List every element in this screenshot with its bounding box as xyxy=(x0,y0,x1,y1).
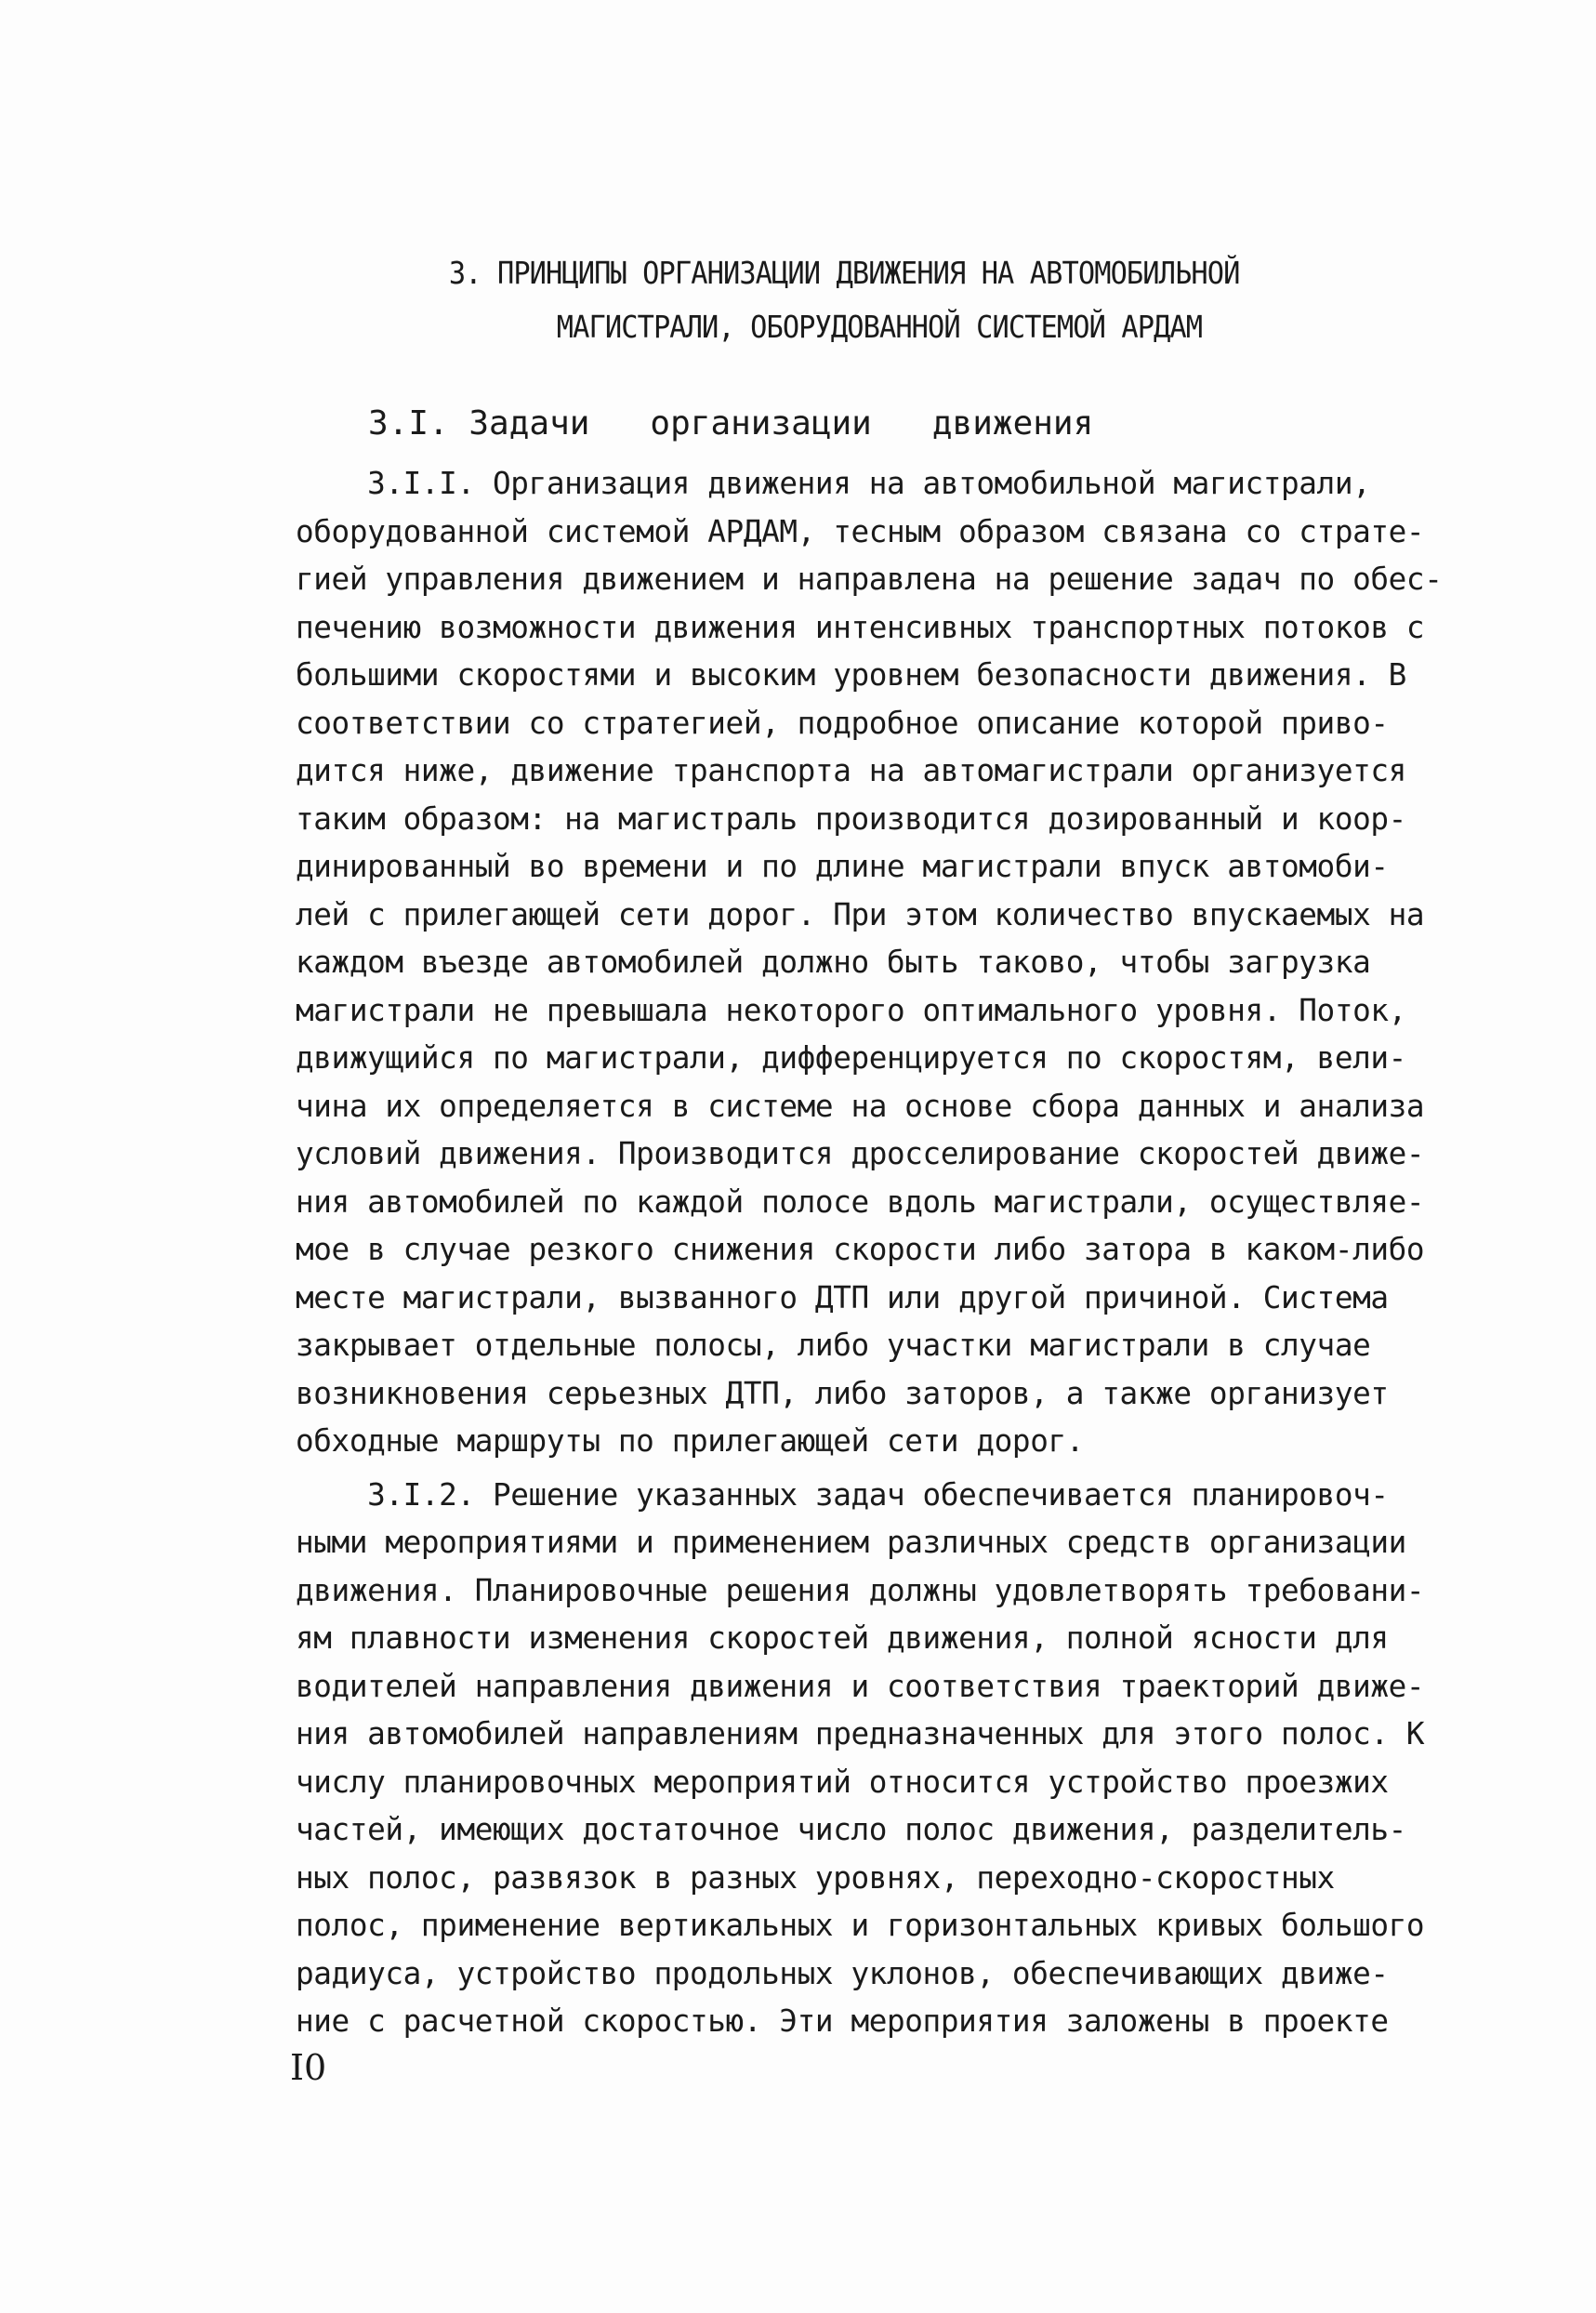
paragraph-2-line: числу планировочных мероприятий относится устройство проезжих xyxy=(296,1763,1389,1800)
paragraph-2-line: ния автомобилей направлениям предназначенных для этого полос. К xyxy=(296,1715,1425,1751)
paragraph-2-line: ние с расчетной скоростью. Эти мероприятия заложены в проекте xyxy=(296,2002,1389,2039)
paragraph-1-line: магистрали не превышала некоторого оптимального уровня. Поток, xyxy=(296,991,1406,1028)
paragraph-1-line: условий движения. Производится дросселирование скоростей движе- xyxy=(296,1135,1425,1171)
paragraph-2-line: ям плавности изменения скоростей движения, полной ясности для xyxy=(296,1619,1389,1656)
paragraph-1-line: лей с прилегающей сети дорог. При этом количество впускаемых на xyxy=(296,895,1425,932)
paragraph-1-line: 3.I.I. Организация движения на автомобильной магистрали, xyxy=(296,465,1371,501)
paragraph-2-line: полос, применение вертикальных и горизонтальных кривых большого xyxy=(296,1907,1425,1943)
page-number: I0 xyxy=(290,2047,327,2088)
paragraph-2-line: 3.I.2. Решение указанных задач обеспечивается планировоч- xyxy=(296,1475,1389,1513)
paragraph-2-line: ных полос, развязок в разных уровнях, переходно-скоростных xyxy=(296,1858,1335,1896)
paragraph-1-line: месте магистрали, вызванного ДТП или другой причиной. Система xyxy=(296,1278,1389,1315)
paragraph-1-line: ния автомобилей по каждой полосе вдоль магистрали, осуществляе- xyxy=(296,1183,1425,1220)
paragraph-1-line: динированный во времени и по длине магистрали впуск автомоби- xyxy=(296,848,1389,884)
paragraph-2-line: движения. Планировочные решения должны удовлетворять требовани- xyxy=(296,1571,1425,1608)
paragraph-1-line: мое в случае резкого снижения скорости либо затора в каком-либо xyxy=(296,1231,1425,1267)
paragraph-1-line: чина их определяется в системе на основе сбора данных и анализа xyxy=(296,1087,1425,1124)
paragraph-1-line: движущийся по магистрали, дифференцируется по скоростям, вели- xyxy=(296,1039,1406,1076)
section-heading xyxy=(437,246,1378,354)
paragraph-2-line: радиуса, устройство продольных уклонов, обеспечивающих движе- xyxy=(296,1954,1389,1991)
paragraph-2-line: частей, имеющих достаточное число полос движения, разделитель- xyxy=(296,1811,1406,1847)
paragraph-1-line: закрывает отдельные полосы, либо участки магистрали в случае xyxy=(296,1327,1371,1363)
paragraph-2-line: водителей направления движения и соответствия траекторий движе- xyxy=(296,1667,1425,1704)
paragraph-1-line: возникновения серьезных ДТП, либо заторов, а также организует xyxy=(296,1374,1389,1411)
paragraph-1-line: печению возможности движения интенсивных транспортных потоков с xyxy=(296,608,1425,645)
section-heading-line-1: 3. ПРИНЦИПЫ ОРГАНИЗАЦИИ ДВИЖЕНИЯ НА АВТОМОБИЛЬНОЙ xyxy=(448,255,1240,291)
paragraph-1-line: каждом въезде автомобилей должно быть таково, чтобы загрузка xyxy=(296,944,1371,980)
paragraph-1-line: оборудованной системой АРДАМ, тесным образом связана со страте- xyxy=(296,512,1425,549)
paragraph-1-line: обходные маршруты по прилегающей сети дорог. xyxy=(296,1422,1085,1459)
paragraph-1-line: гией управления движением и направлена на решение задач по обес- xyxy=(296,561,1443,597)
subsection-heading: 3.I. Задачи организации движения xyxy=(368,404,1094,443)
paragraph-2-line: ными мероприятиями и применением различных средств организации xyxy=(296,1524,1406,1560)
paragraph-1-line: дится ниже, движение транспорта на автомагистрали организуется xyxy=(296,752,1406,788)
body-text xyxy=(296,459,1541,2045)
section-heading-line-2: МАГИСТРАЛИ, ОБОРУДОВАННОЙ СИСТЕМОЙ АРДАМ xyxy=(556,309,1203,345)
paragraph-1-line: соответствии со стратегией, подробное описание которой приво- xyxy=(296,704,1389,741)
paragraph-1-line: большими скоростями и высоким уровнем безопасности движения. В xyxy=(296,656,1406,693)
paragraph-1-line: таким образом: на магистраль производится дозированный и коор- xyxy=(296,800,1406,837)
